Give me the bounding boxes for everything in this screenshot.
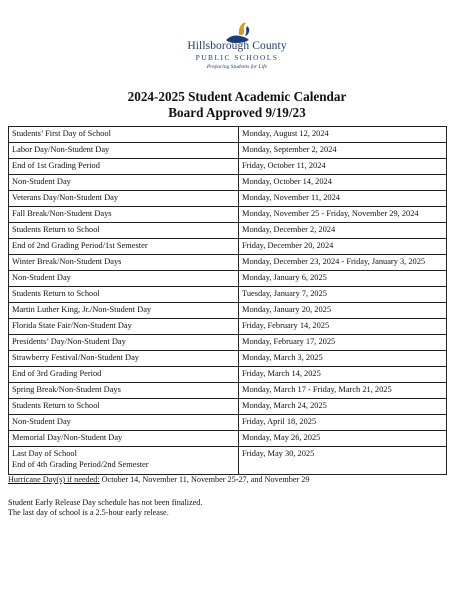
- hurricane-days: [8, 475, 309, 484]
- event-cell: Students’ First Day of School: [9, 127, 239, 143]
- event-cell: Students Return to School: [9, 287, 239, 303]
- event-cell: Non-Student Day: [9, 271, 239, 287]
- event-cell: Labor Day/Non-Student Day: [9, 143, 239, 159]
- logo-district-name: Hillsborough County: [187, 40, 287, 52]
- table-row-last-day: [9, 447, 447, 475]
- calendar-body: [9, 127, 447, 475]
- table-row: [9, 191, 447, 207]
- date-cell: Monday, September 2, 2024: [239, 143, 447, 159]
- event-cell: Students Return to School: [9, 399, 239, 415]
- table-row: [9, 415, 447, 431]
- hurricane-label: Hurricane Day(s) if needed:: [8, 475, 100, 484]
- logo-public-schools: PUBLIC SCHOOLS: [195, 53, 279, 62]
- date-cell: Monday, August 12, 2024: [239, 127, 447, 143]
- table-row: [9, 127, 447, 143]
- table-row: [9, 335, 447, 351]
- date-cell: Friday, October 11, 2024: [239, 159, 447, 175]
- event-cell: Memorial Day/Non-Student Day: [9, 431, 239, 447]
- date-cell: Monday, October 14, 2024: [239, 175, 447, 191]
- table-row: [9, 255, 447, 271]
- early-release-note: Student Early Release Day schedule has not been finalized.: [8, 498, 203, 507]
- date-cell: Monday, January 20, 2025: [239, 303, 447, 319]
- date-cell: Monday, November 11, 2024: [239, 191, 447, 207]
- date-cell: Friday, February 14, 2025: [239, 319, 447, 335]
- table-row: [9, 239, 447, 255]
- page-subtitle: Board Approved 9/19/23: [168, 105, 306, 120]
- date-cell: Monday, March 17 - Friday, March 21, 2025: [239, 383, 447, 399]
- date-cell: Friday, December 20, 2024: [239, 239, 447, 255]
- event-cell: Non-Student Day: [9, 175, 239, 191]
- event-cell: End of 3rd Grading Period: [9, 367, 239, 383]
- event-cell: Martin Luther King, Jr./Non-Student Day: [9, 303, 239, 319]
- date-cell: Friday, April 18, 2025: [239, 415, 447, 431]
- event-cell: Strawberry Festival/Non-Student Day: [9, 351, 239, 367]
- table-row: [9, 207, 447, 223]
- date-cell: Monday, December 2, 2024: [239, 223, 447, 239]
- table-row: [9, 351, 447, 367]
- table-row: [9, 399, 447, 415]
- event-cell: Presidents’ Day/Non-Student Day: [9, 335, 239, 351]
- table-row: [9, 223, 447, 239]
- date-cell: Tuesday, January 7, 2025: [239, 287, 447, 303]
- date-cell: Monday, March 24, 2025: [239, 399, 447, 415]
- event-line: Last Day of School: [12, 449, 77, 458]
- table-row: [9, 303, 447, 319]
- date-cell: Monday, November 25 - Friday, November 29, 2024: [239, 207, 447, 223]
- event-cell: Non-Student Day: [9, 415, 239, 431]
- date-cell: Friday, May 30, 2025: [239, 447, 447, 475]
- date-cell: Monday, December 23, 2024 - Friday, January 3, 2025: [239, 255, 447, 271]
- date-cell: Monday, May 26, 2025: [239, 431, 447, 447]
- date-cell: Friday, March 14, 2025: [239, 367, 447, 383]
- table-row: [9, 159, 447, 175]
- date-cell: Monday, January 6, 2025: [239, 271, 447, 287]
- table-row: [9, 319, 447, 335]
- table-row: [9, 431, 447, 447]
- district-logo: [0, 20, 474, 76]
- table-row: [9, 383, 447, 399]
- event-cell: Veterans Day/Non-Student Day: [9, 191, 239, 207]
- event-cell: Students Return to School: [9, 223, 239, 239]
- date-cell: Monday, March 3, 2025: [239, 351, 447, 367]
- hurricane-dates: October 14, November 11, November 25-27, and November 29: [99, 475, 310, 484]
- event-cell: Florida State Fair/Non-Student Day: [9, 319, 239, 335]
- last-day-note: The last day of school is a 2.5-hour early release.: [8, 508, 169, 517]
- calendar-table: [8, 126, 447, 475]
- event-cell: End of 1st Grading Period: [9, 159, 239, 175]
- date-cell: Monday, February 17, 2025: [239, 335, 447, 351]
- event-cell: Winter Break/Non-Student Days: [9, 255, 239, 271]
- event-line: End of 4th Grading Period/2nd Semester: [12, 459, 149, 469]
- event-cell: Fall Break/Non-Student Days: [9, 207, 239, 223]
- event-cell: Spring Break/Non-Student Days: [9, 383, 239, 399]
- table-row: [9, 175, 447, 191]
- event-cell: End of 2nd Grading Period/1st Semester: [9, 239, 239, 255]
- table-row: [9, 367, 447, 383]
- event-cell: [9, 447, 239, 475]
- table-row: [9, 287, 447, 303]
- page-title: 2024-2025 Student Academic Calendar: [127, 89, 347, 104]
- logo-tagline: Preparing Students for Life: [206, 64, 268, 70]
- table-row: [9, 143, 447, 159]
- table-row: [9, 271, 447, 287]
